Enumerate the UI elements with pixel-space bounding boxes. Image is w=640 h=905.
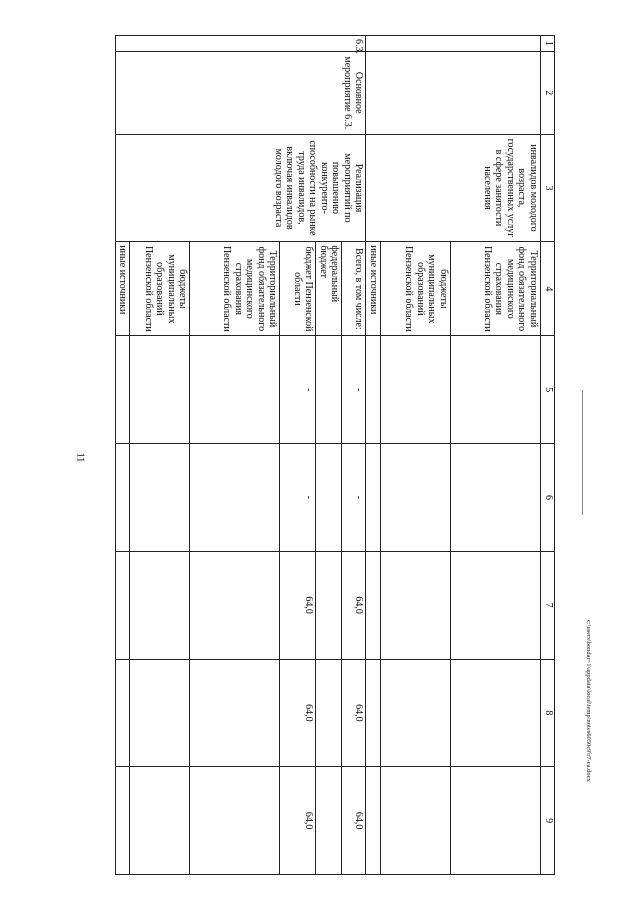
footer-file-path: c:\users\bondar~1\appdata\local\temp\notes6050e9\r7-ca.docx [585,620,592,782]
cell-value [116,336,131,444]
col-header-3: 3 [541,134,555,242]
program-table [115,35,555,875]
cell-source: бюджет Пензенской области [280,242,316,336]
cell-value: 64,0 [342,767,366,875]
cell-number: 6.3. [116,36,367,52]
cell-value [316,551,342,659]
cell-value [316,444,342,552]
cell-value: - [342,336,366,444]
cell-value [316,767,342,875]
cell-source: иные источники [366,242,381,336]
cell-source: бюджеты муниципальных образований Пензенской области [130,242,190,336]
cell-value: 64,0 [280,551,316,659]
cell-value [190,336,280,444]
rotated-table-wrapper [78,35,555,875]
cell-value [130,659,190,767]
cell-value [130,551,190,659]
cell-value: - [342,444,366,552]
cell-measure: Основное мероприятие 6.3. [116,51,367,134]
cell-value: 64,0 [280,659,316,767]
col-header-5: 5 [541,336,555,444]
cell-value [190,659,280,767]
cell-value: 64,0 [342,659,366,767]
cell-source: Всего, в том числе: [342,242,366,336]
col-header-8: 8 [541,659,555,767]
cell-value [130,767,190,875]
cell-description: инвалидов молодого возраста, государственных услуг в сфере занятости населения [366,134,541,242]
cell-value [116,659,131,767]
cell-value [130,444,190,552]
cell-value [316,659,342,767]
col-header-7: 7 [541,551,555,659]
cell-value [116,444,131,552]
cell-description: Реализация мероприятий по повышению конкуренто-способности на рынке труда инвалидов, включая инвалидов молодого возраста [116,134,367,242]
col-header-2: 2 [541,51,555,134]
cell-measure [366,51,541,134]
cell-value: 64,0 [280,767,316,875]
cell-value: - [280,444,316,552]
cell-source: Территориальный фонд обязательного медицинского страхования Пензенской области [190,242,280,336]
cell-source: федеральный бюджет [316,242,342,336]
cell-value [116,551,131,659]
cell-source: Территориальный фонд обязательного медицинского страхования Пензенской области [451,242,541,336]
cell-value: - [280,336,316,444]
cell-value [116,767,131,875]
cell-value [190,767,280,875]
cell-value: 64,0 [342,551,366,659]
cell-value [130,336,190,444]
separator-line [582,390,583,515]
header-row [541,36,555,875]
col-header-1: 1 [541,36,555,52]
page-number: 11 [74,452,86,463]
cell-number [366,36,541,52]
cell-source: бюджеты муниципальных образований Пензенской области [381,242,451,336]
col-header-9: 9 [541,767,555,875]
cell-value [190,551,280,659]
col-header-4: 4 [541,242,555,336]
cell-source: иные источники [116,242,131,336]
table-row [451,36,541,875]
cell-value [316,336,342,444]
cell-value [190,444,280,552]
table-row [342,36,366,875]
col-header-6: 6 [541,444,555,552]
